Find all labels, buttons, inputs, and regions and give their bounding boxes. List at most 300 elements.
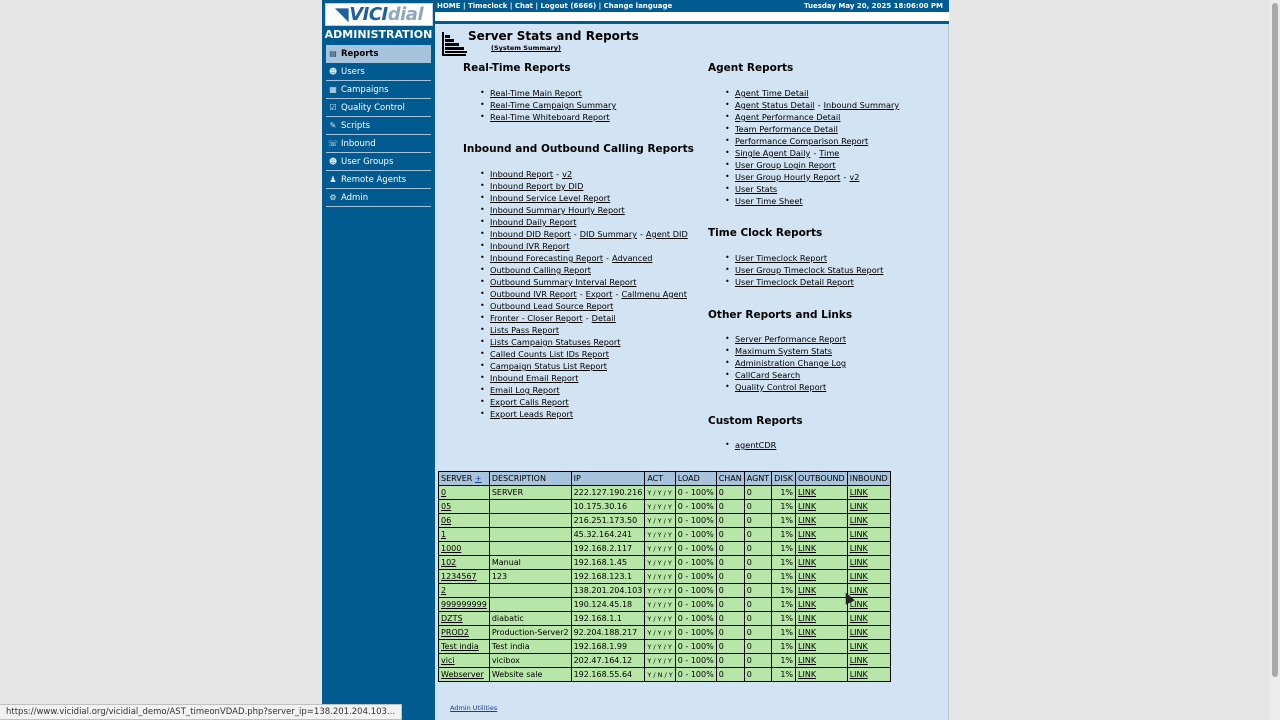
report-link-user-stats[interactable]: User Stats <box>735 184 778 194</box>
outbound-link[interactable]: LINK <box>798 670 817 679</box>
list-item <box>463 408 688 420</box>
report-link-team-performance-detail[interactable]: Team Performance Detail <box>735 124 838 134</box>
link-separator: - <box>585 313 589 323</box>
cell-load: 0 - 100% <box>675 556 716 570</box>
cell-load: 0 - 100% <box>675 640 716 654</box>
inbound-link[interactable]: LINK <box>849 642 868 651</box>
outbound-link[interactable]: LINK <box>798 502 817 511</box>
column-header-agnt <box>744 472 771 486</box>
cell-outbound <box>796 668 848 682</box>
outbound-link[interactable]: LINK <box>798 544 817 553</box>
list-item <box>708 276 883 288</box>
table-row <box>439 500 891 514</box>
report-link-campaign-status-list-report[interactable]: Campaign Status List Report <box>490 361 607 371</box>
report-link-agent-status-detail[interactable]: Agent Status Detail <box>735 100 815 110</box>
sidebar-item-label: Admin <box>341 192 369 203</box>
report-link-maximum-system-stats[interactable]: Maximum System Stats <box>735 346 832 356</box>
column-header-act <box>645 472 675 486</box>
cell-ip: 192.168.123.1 <box>571 570 645 584</box>
header-separator: | <box>533 2 541 10</box>
list-item <box>708 123 899 135</box>
cell-server <box>439 500 490 514</box>
outbound-link[interactable]: LINK <box>798 530 817 539</box>
report-link-email-log-report[interactable]: Email Log Report <box>490 385 560 395</box>
header-link-home[interactable]: HOME <box>437 2 461 10</box>
link-separator: - <box>843 172 847 182</box>
report-link-inbound-service-level-report[interactable]: Inbound Service Level Report <box>490 193 611 203</box>
cell-act: Y / Y / Y <box>645 626 675 640</box>
inbound-link[interactable]: LINK <box>849 600 868 609</box>
report-link-inbound-email-report[interactable]: Inbound Email Report <box>490 373 579 383</box>
outbound-link[interactable]: LINK <box>798 628 817 637</box>
cell-inbound <box>847 528 890 542</box>
list-item <box>708 252 883 264</box>
list-item <box>708 195 899 207</box>
inbound-link[interactable]: LINK <box>849 516 868 525</box>
cell-inbound <box>847 612 890 626</box>
report-link-inbound-ivr-report[interactable]: Inbound IVR Report <box>490 241 570 251</box>
list-item <box>463 228 688 240</box>
cell-disk: 1% <box>772 626 796 640</box>
table-row <box>439 626 891 640</box>
cell-description <box>489 500 571 514</box>
admin-utilities-link[interactable]: Admin Utilities <box>450 704 498 712</box>
report-link-agent-did[interactable]: Agent DID <box>645 229 688 239</box>
cell-inbound <box>847 542 890 556</box>
calling-reports-title: Inbound and Outbound Calling Reports <box>463 143 694 155</box>
column-header-label: DESCRIPTION <box>491 474 546 483</box>
inbound-link[interactable]: LINK <box>849 544 868 553</box>
table-row <box>439 570 891 584</box>
report-link-inbound-report-by-did[interactable]: Inbound Report by DID <box>490 181 584 191</box>
cell-load: 0 - 100% <box>675 528 716 542</box>
inbound-link[interactable]: LINK <box>849 572 868 581</box>
cell-outbound <box>796 640 848 654</box>
cell-outbound <box>796 612 848 626</box>
sidebar-item-label: Quality Control <box>341 102 405 113</box>
cell-load: 0 - 100% <box>675 598 716 612</box>
column-header-label: AGNT <box>746 474 770 483</box>
report-link-real-time-campaign-summary[interactable]: Real-Time Campaign Summary <box>490 100 617 110</box>
cell-load: 0 - 100% <box>675 500 716 514</box>
server-stats-table <box>438 471 891 682</box>
cell-outbound <box>796 626 848 640</box>
user-groups-icon: ☻ <box>328 157 338 166</box>
column-header-label: ACT <box>647 474 664 483</box>
page-scrollbar[interactable] <box>1270 0 1280 720</box>
cell-agnt: 0 <box>744 640 771 654</box>
cell-outbound <box>796 598 848 612</box>
report-link-lists-pass-report[interactable]: Lists Pass Report <box>490 325 560 335</box>
sidebar-item-admin[interactable] <box>326 189 431 207</box>
cell-agnt: 0 <box>744 556 771 570</box>
report-link-server-performance-report[interactable]: Server Performance Report <box>735 334 847 344</box>
list-item <box>708 264 883 276</box>
column-header-label: SERVER <box>441 474 473 483</box>
sidebar-item-campaigns[interactable] <box>326 81 431 99</box>
outbound-link[interactable]: LINK <box>798 656 817 665</box>
cell-inbound <box>847 570 890 584</box>
sidebar-item-inbound[interactable] <box>326 135 431 153</box>
server-link[interactable]: 1 <box>441 530 447 539</box>
custom-reports-title: Custom Reports <box>708 415 803 427</box>
report-link-performance-comparison-report[interactable]: Performance Comparison Report <box>735 136 869 146</box>
cell-act: Y / Y / Y <box>645 584 675 598</box>
table-row <box>439 542 891 556</box>
cell-ip: 202.47.164.12 <box>571 654 645 668</box>
inbound-link[interactable]: LINK <box>849 502 868 511</box>
report-link-user-group-timeclock-status-report[interactable]: User Group Timeclock Status Report <box>735 265 884 275</box>
cell-agnt: 0 <box>744 570 771 584</box>
server-link[interactable]: PROD2 <box>441 628 469 637</box>
cell-outbound <box>796 528 848 542</box>
report-link-real-time-whiteboard-report[interactable]: Real-Time Whiteboard Report <box>490 112 610 122</box>
cell-description: vicibox <box>489 654 571 668</box>
report-link-administration-change-log[interactable]: Administration Change Log <box>735 358 847 368</box>
report-link-user-group-hourly-report[interactable]: User Group Hourly Report <box>735 172 841 182</box>
list-item <box>463 288 688 300</box>
cell-description: Website sale <box>489 668 571 682</box>
cell-act: Y / Y / Y <box>645 654 675 668</box>
header-separator: | <box>596 2 604 10</box>
report-link-export[interactable]: Export <box>585 289 613 299</box>
list-item <box>463 180 688 192</box>
cell-disk: 1% <box>772 542 796 556</box>
cell-ip: 190.124.45.18 <box>571 598 645 612</box>
inbound-link[interactable]: LINK <box>849 656 868 665</box>
cell-description: SERVER <box>489 486 571 500</box>
cell-outbound <box>796 570 848 584</box>
server-link[interactable]: 06 <box>441 516 452 525</box>
remote-agents-icon: ♟ <box>329 175 337 184</box>
cell-act: Y / Y / Y <box>645 514 675 528</box>
cell-inbound <box>847 640 890 654</box>
sidebar-item-label: Users <box>341 66 365 77</box>
header-datetime: Tuesday May 20, 2025 18:06:00 PM <box>803 2 943 10</box>
report-link-advanced[interactable]: Advanced <box>612 253 653 263</box>
inbound-link[interactable]: LINK <box>849 670 868 679</box>
cell-description <box>489 598 571 612</box>
report-link-inbound-report[interactable]: Inbound Report <box>490 169 554 179</box>
server-link[interactable]: 102 <box>441 558 457 567</box>
server-link[interactable]: vici <box>441 656 455 665</box>
report-link-user-group-login-report[interactable]: User Group Login Report <box>735 160 836 170</box>
cell-agnt: 0 <box>744 612 771 626</box>
other-reports-list <box>708 333 846 393</box>
sidebar-item-label: User Groups <box>341 156 394 167</box>
inbound-icon: ☏ <box>328 139 339 148</box>
list-item <box>708 381 846 393</box>
report-link-user-time-sheet[interactable]: User Time Sheet <box>735 196 803 206</box>
cell-description <box>489 542 571 556</box>
report-link-quality-control-report[interactable]: Quality Control Report <box>735 382 827 392</box>
cell-disk: 1% <box>772 584 796 598</box>
cell-load: 0 - 100% <box>675 570 716 584</box>
cell-outbound <box>796 514 848 528</box>
quality-control-icon: ☑ <box>329 103 337 112</box>
users-icon: ☻ <box>328 67 338 76</box>
cell-ip: 216.251.173.50 <box>571 514 645 528</box>
gear-icon: ⚙ <box>329 193 337 202</box>
cell-inbound <box>847 668 890 682</box>
inbound-link[interactable]: LINK <box>849 614 868 623</box>
cell-load: 0 - 100% <box>675 654 716 668</box>
report-link-inbound-summary-hourly-report[interactable]: Inbound Summary Hourly Report <box>490 205 625 215</box>
list-item <box>463 300 688 312</box>
scrollbar-thumb[interactable] <box>1272 3 1278 677</box>
header-link-change-language[interactable]: Change language <box>603 2 673 10</box>
link-separator: - <box>813 148 817 158</box>
outbound-link[interactable]: LINK <box>798 558 817 567</box>
table-row <box>439 528 891 542</box>
server-link[interactable]: 0 <box>441 488 447 497</box>
column-header-inbound <box>847 472 890 486</box>
report-link-agent-time-detail[interactable]: Agent Time Detail <box>735 88 809 98</box>
cell-chan: 0 <box>716 584 744 598</box>
sidebar <box>322 0 435 720</box>
list-item <box>463 336 688 348</box>
list-item <box>463 312 688 324</box>
table-row <box>439 668 891 682</box>
server-link[interactable]: 1234567 <box>441 572 477 581</box>
server-link[interactable]: 1000 <box>441 544 462 553</box>
cell-chan: 0 <box>716 514 744 528</box>
cell-load: 0 - 100% <box>675 668 716 682</box>
cell-ip: 10.175.30.16 <box>571 500 645 514</box>
report-link-user-timeclock-detail-report[interactable]: User Timeclock Detail Report <box>735 277 854 287</box>
cell-description <box>489 528 571 542</box>
column-header-load <box>675 472 716 486</box>
server-link[interactable]: DZTS <box>441 614 463 623</box>
report-link-lists-campaign-statuses-report[interactable]: Lists Campaign Statuses Report <box>490 337 621 347</box>
cell-outbound <box>796 500 848 514</box>
cell-agnt: 0 <box>744 486 771 500</box>
report-link-callmenu-agent[interactable]: Callmenu Agent <box>621 289 687 299</box>
report-link-callcard-search[interactable]: CallCard Search <box>735 370 801 380</box>
inbound-link[interactable]: LINK <box>849 488 868 497</box>
list-item <box>463 384 688 396</box>
cell-server <box>439 542 490 556</box>
report-link-inbound-summary[interactable]: Inbound Summary <box>823 100 900 110</box>
report-link-outbound-summary-interval-report[interactable]: Outbound Summary Interval Report <box>490 277 637 287</box>
cell-load: 0 - 100% <box>675 514 716 528</box>
report-link-user-timeclock-report[interactable]: User Timeclock Report <box>735 253 828 263</box>
sort-server-link[interactable]: + <box>474 474 482 483</box>
column-header-chan <box>716 472 744 486</box>
cell-ip: 138.201.204.103 <box>571 584 645 598</box>
cell-act: Y / N / Y <box>645 668 675 682</box>
cell-act: Y / Y / Y <box>645 640 675 654</box>
list-item <box>463 87 616 99</box>
cell-server <box>439 626 490 640</box>
cell-description: Test india <box>489 640 571 654</box>
logo-v-icon: ◥ <box>334 4 349 25</box>
cell-load: 0 - 100% <box>675 626 716 640</box>
cell-act: Y / Y / Y <box>645 542 675 556</box>
cell-agnt: 0 <box>744 500 771 514</box>
report-link-v2[interactable]: v2 <box>849 172 860 182</box>
report-link-export-calls-report[interactable]: Export Calls Report <box>490 397 569 407</box>
report-link-inbound-daily-report[interactable]: Inbound Daily Report <box>490 217 577 227</box>
cell-chan: 0 <box>716 556 744 570</box>
sidebar-item-label: Inbound <box>341 138 376 149</box>
cell-disk: 1% <box>772 528 796 542</box>
outbound-link[interactable]: LINK <box>798 516 817 525</box>
outbound-link[interactable]: LINK <box>798 642 817 651</box>
header-link-timeclock[interactable]: Timeclock <box>468 2 508 10</box>
cell-server <box>439 612 490 626</box>
sidebar-item-label: Remote Agents <box>341 174 407 185</box>
cell-inbound <box>847 584 890 598</box>
cell-server <box>439 486 490 500</box>
cell-inbound <box>847 654 890 668</box>
list-item <box>463 264 688 276</box>
report-link-export-leads-report[interactable]: Export Leads Report <box>490 409 574 419</box>
system-summary-link[interactable]: (System Summary) <box>491 44 561 52</box>
report-link-agentcdr[interactable]: agentCDR <box>735 440 777 450</box>
column-header-label: LOAD <box>677 474 700 483</box>
header-link-logout-6666[interactable]: Logout (6666) <box>540 2 597 10</box>
cell-description: diabatic <box>489 612 571 626</box>
cell-chan: 0 <box>716 668 744 682</box>
browser-status-url: https://www.vicidial.org/vicidial_demo/AST_timeonVDAD.php?server_ip=138.201.204.103... <box>0 704 402 720</box>
link-separator: - <box>817 100 821 110</box>
cell-server <box>439 598 490 612</box>
table-row <box>439 612 891 626</box>
list-item <box>463 204 688 216</box>
header-links <box>437 2 672 10</box>
report-link-agent-performance-detail[interactable]: Agent Performance Detail <box>735 112 841 122</box>
reports-bar-chart-icon <box>441 31 467 57</box>
campaigns-icon: ▦ <box>329 85 337 94</box>
cell-disk: 1% <box>772 556 796 570</box>
outbound-link[interactable]: LINK <box>798 586 817 595</box>
cell-chan: 0 <box>716 654 744 668</box>
report-link-called-counts-list-ids-report[interactable]: Called Counts List IDs Report <box>490 349 609 359</box>
timeclock-reports-list <box>708 252 883 288</box>
sidebar-item-remote-agents[interactable] <box>326 171 431 189</box>
agent-reports-title: Agent Reports <box>708 62 794 74</box>
outbound-link[interactable]: LINK <box>798 614 817 623</box>
calling-reports-list <box>463 168 688 420</box>
list-item <box>463 216 688 228</box>
sidebar-item-scripts[interactable] <box>326 117 431 135</box>
inbound-link[interactable]: LINK <box>849 530 868 539</box>
list-item <box>463 192 688 204</box>
cell-agnt: 0 <box>744 654 771 668</box>
link-separator: - <box>573 229 577 239</box>
header-link-chat[interactable]: Chat <box>514 2 534 10</box>
list-item <box>708 147 899 159</box>
cell-outbound <box>796 556 848 570</box>
link-separator: - <box>615 289 619 299</box>
column-header-label: CHAN <box>718 474 742 483</box>
cell-act: Y / Y / Y <box>645 570 675 584</box>
table-header-row <box>439 472 891 486</box>
agent-reports-list <box>708 87 899 207</box>
table-row <box>439 584 891 598</box>
table-row <box>439 598 891 612</box>
vicidial-logo[interactable] <box>325 3 433 26</box>
realtime-reports-title: Real-Time Reports <box>463 62 571 74</box>
report-link-outbound-calling-report[interactable]: Outbound Calling Report <box>490 265 591 275</box>
list-item <box>463 396 688 408</box>
list-item <box>463 252 688 264</box>
report-link-real-time-main-report[interactable]: Real-Time Main Report <box>490 88 582 98</box>
table-row <box>439 640 891 654</box>
list-item <box>708 345 846 357</box>
report-link-outbound-ivr-report[interactable]: Outbound IVR Report <box>490 289 577 299</box>
link-separator: - <box>556 169 560 179</box>
cell-act: Y / Y / Y <box>645 500 675 514</box>
server-link[interactable]: Webserver <box>441 670 484 679</box>
sidebar-item-users[interactable] <box>326 63 431 81</box>
sidebar-item-label: Campaigns <box>341 84 389 95</box>
sidebar-item-user-groups[interactable] <box>326 153 431 171</box>
cell-disk: 1% <box>772 486 796 500</box>
list-item <box>463 348 688 360</box>
inbound-link[interactable]: LINK <box>849 628 868 637</box>
cell-chan: 0 <box>716 626 744 640</box>
cell-chan: 0 <box>716 528 744 542</box>
cell-agnt: 0 <box>744 528 771 542</box>
report-link-inbound-forecasting-report[interactable]: Inbound Forecasting Report <box>490 253 604 263</box>
cell-load: 0 - 100% <box>675 542 716 556</box>
column-header-label: OUTBOUND <box>798 474 845 483</box>
cell-chan: 0 <box>716 598 744 612</box>
cell-chan: 0 <box>716 570 744 584</box>
report-link-detail[interactable]: Detail <box>591 313 616 323</box>
inbound-link[interactable]: LINK <box>849 558 868 567</box>
cell-server <box>439 668 490 682</box>
server-link[interactable]: 999999999 <box>441 600 487 609</box>
column-header-disk <box>772 472 796 486</box>
sidebar-item-reports[interactable] <box>326 45 431 63</box>
column-header-ip <box>571 472 645 486</box>
cell-description: 123 <box>489 570 571 584</box>
cell-agnt: 0 <box>744 598 771 612</box>
inbound-link[interactable]: LINK <box>849 586 868 595</box>
cell-inbound <box>847 486 890 500</box>
report-link-inbound-did-report[interactable]: Inbound DID Report <box>490 229 571 239</box>
list-item <box>708 333 846 345</box>
report-link-fronter-closer-report[interactable]: Fronter - Closer Report <box>490 313 583 323</box>
server-link[interactable]: 05 <box>441 502 452 511</box>
report-link-outbound-lead-source-report[interactable]: Outbound Lead Source Report <box>490 301 614 311</box>
report-link-time[interactable]: Time <box>819 148 840 158</box>
list-item <box>463 240 688 252</box>
link-separator: - <box>579 289 583 299</box>
cell-disk: 1% <box>772 654 796 668</box>
cell-ip: 192.168.2.117 <box>571 542 645 556</box>
server-link[interactable]: 2 <box>441 586 447 595</box>
sidebar-item-quality-control[interactable] <box>326 99 431 117</box>
report-link-v2[interactable]: v2 <box>562 169 573 179</box>
outbound-link[interactable]: LINK <box>798 488 817 497</box>
column-header-label: IP <box>573 474 581 483</box>
list-item <box>708 87 899 99</box>
cell-inbound <box>847 556 890 570</box>
list-item <box>708 159 899 171</box>
report-link-single-agent-daily[interactable]: Single Agent Daily <box>735 148 811 158</box>
server-link[interactable]: Test india <box>441 642 479 651</box>
outbound-link[interactable]: LINK <box>798 600 817 609</box>
column-header-label: INBOUND <box>849 474 888 483</box>
outbound-link[interactable]: LINK <box>798 572 817 581</box>
header-separator: | <box>507 2 515 10</box>
report-link-did-summary[interactable]: DID Summary <box>579 229 637 239</box>
cell-description: Production-Server2 <box>489 626 571 640</box>
